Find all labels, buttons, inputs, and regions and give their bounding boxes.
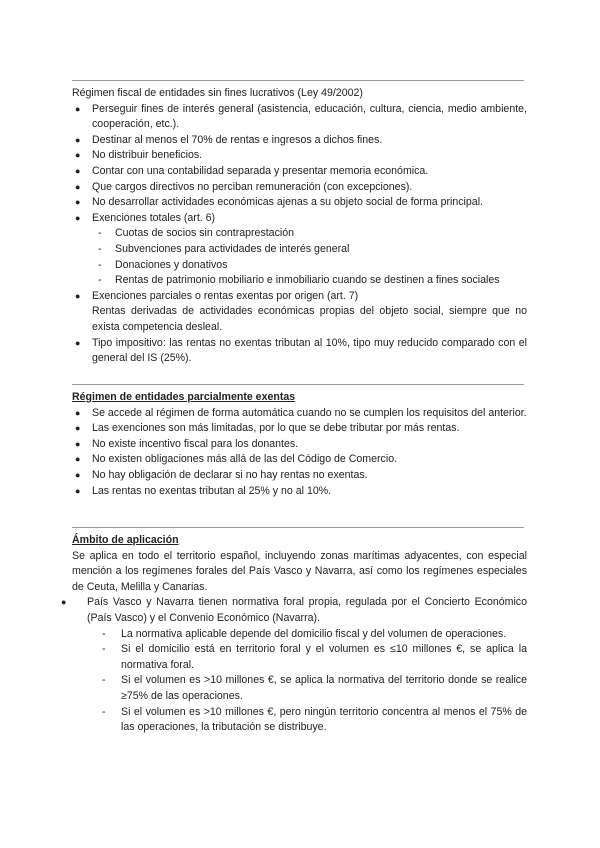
- list-item: ● Exenciones parciales o rentas exentas por origen (art. 7): [72, 289, 527, 305]
- list-item: ● Contar con una contabilidad separada y presentar memoria económica.: [72, 164, 527, 180]
- list-item: ● Perseguir fines de interés general (asistencia, educación, cultura, ciencia, medio ambiente, cooperación, etc.).: [72, 102, 527, 133]
- section-title: Ámbito de aplicación: [72, 534, 179, 546]
- requisitos-list: [72, 102, 527, 227]
- intro-paragraph: Se aplica en todo el territorio español, incluyendo zonas marítimas adyacentes, con especial mención a los regímenes forales del País Vasco y Navarra, así como los regímenes especiales de Ceuta, Melilla y Canarias.: [72, 549, 527, 593]
- sub-item: - Donaciones y donativos: [72, 258, 527, 274]
- divider: [72, 384, 524, 385]
- foral-list: [72, 595, 527, 626]
- sub-item: - Si el volumen es >10 millones €, pero ningún territorio concentra al menos el 75% de las operaciones, la tributación se distribuye.: [72, 705, 527, 736]
- list-item: ● No existen obligaciones más allá de las del Código de Comercio.: [72, 452, 527, 468]
- section-sin-fines-lucrativos: [72, 86, 527, 367]
- section-ambito-aplicacion: [72, 533, 527, 736]
- section-title: Régimen fiscal de entidades sin fines lucrativos (Ley 49/2002): [72, 87, 363, 99]
- exenciones-parciales-text: Rentas derivadas de actividades económicas propias del objeto social, siempre que no exista competencia desleal.: [92, 305, 527, 333]
- list-item: ● No existe incentivo fiscal para los donantes.: [72, 437, 527, 453]
- section-title: Régimen de entidades parcialmente exentas: [72, 391, 296, 403]
- sub-item: - Cuotas de socios sin contraprestación: [72, 226, 527, 242]
- exenciones-parciales-list: [72, 289, 527, 305]
- tipo-list: [72, 336, 527, 367]
- list-item: ● País Vasco y Navarra tienen normativa foral propia, regulada por el Concierto Económico (País Vasco) y el Convenio Económico (Navarra).: [72, 595, 527, 626]
- sub-item: - Rentas de patrimonio mobiliario e inmobiliario cuando se destinen a fines sociales: [72, 273, 527, 289]
- list-item: ● No hay obligación de declarar si no hay rentas no exentas.: [72, 468, 527, 484]
- list-item: ● Las rentas no exentas tributan al 25% y no al 10%.: [72, 484, 527, 500]
- list-item: ● No distribuir beneficios.: [72, 148, 527, 164]
- section-parcialmente-exentas: [72, 390, 527, 499]
- list-item: ● Exenciones totales (art. 6): [72, 211, 527, 227]
- list-item: ● Destinar al menos el 70% de rentas e ingresos a dichos fines.: [72, 133, 527, 149]
- list-item: ● Las exenciones son más limitadas, por lo que se debe tributar por más rentas.: [72, 421, 527, 437]
- sub-item: - Subvenciones para actividades de interés general: [72, 242, 527, 258]
- list-item: ● No desarrollar actividades económicas ajenas a su objeto social de forma principal.: [72, 195, 527, 211]
- divider: [72, 527, 524, 528]
- list-item: ● Tipo impositivo: las rentas no exentas tributan al 10%, tipo muy reducido comparado con el general del IS (25%).: [72, 336, 527, 367]
- list-item: ● Que cargos directivos no perciban remuneración (con excepciones).: [72, 180, 527, 196]
- sub-item: - Si el domicilio está en territorio foral y el volumen es ≤10 millones €, se aplica la normativa foral.: [72, 642, 527, 673]
- sub-item: - Si el volumen es >10 millones €, se aplica la normativa del territorio donde se realice ≥75% de las operaciones.: [72, 673, 527, 704]
- exenciones-totales-list: [72, 226, 527, 288]
- list-item: ● Se accede al régimen de forma automática cuando no se cumplen los requisitos del anterior.: [72, 406, 527, 422]
- divider: [72, 80, 524, 81]
- parcialmente-exentas-list: [72, 406, 527, 500]
- foral-sub-list: [72, 627, 527, 736]
- sub-item: - La normativa aplicable depende del domicilio fiscal y del volumen de operaciones.: [72, 627, 527, 643]
